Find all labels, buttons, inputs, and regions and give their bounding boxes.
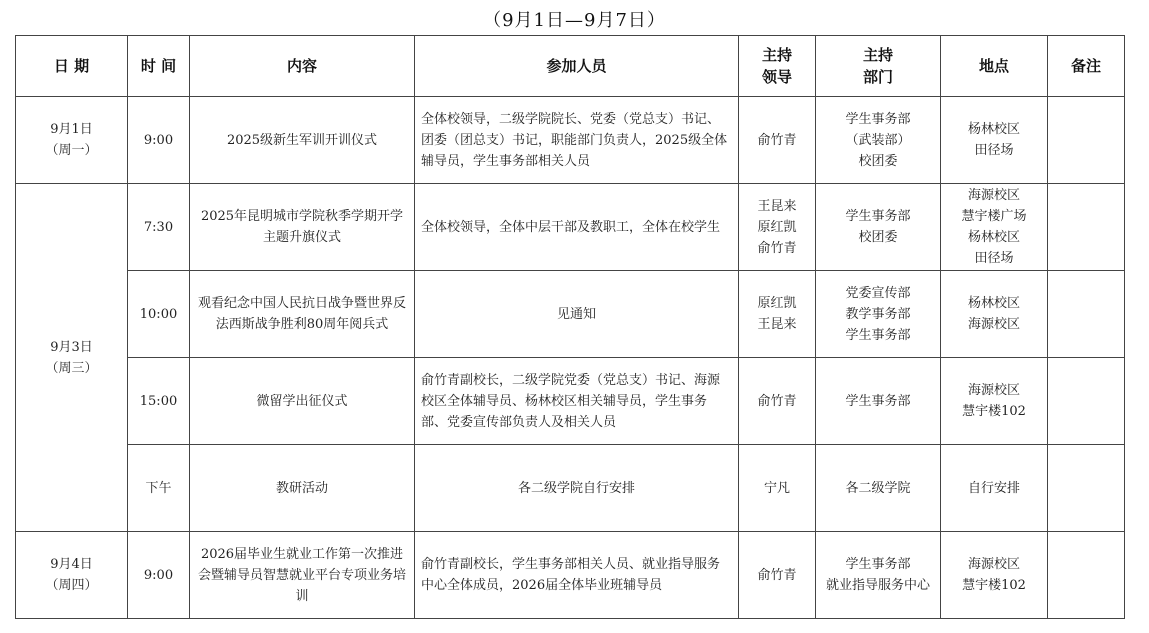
date-cell: 9月1日 （周一） [16, 97, 128, 184]
date-cell: 9月3日 （周三） [16, 184, 128, 532]
dept-cell: 党委宣传部 教学事务部 学生事务部 [816, 271, 941, 358]
header-location: 地点 [941, 36, 1048, 97]
time-cell: 9:00 [128, 97, 190, 184]
location-cell: 海源校区 慧宇楼102 [941, 358, 1048, 445]
header-participants: 参加人员 [415, 36, 739, 97]
participants-cell: 各二级学院自行安排 [415, 445, 739, 532]
table-row [16, 184, 1125, 271]
dept-cell: 学生事务部 [816, 358, 941, 445]
header-host-dept: 主持 部门 [816, 36, 941, 97]
table-row [16, 445, 1125, 532]
leader-cell: 俞竹青 [739, 358, 816, 445]
dept-cell: 学生事务部 校团委 [816, 184, 941, 271]
time-cell: 15:00 [128, 358, 190, 445]
weekly-schedule-table [15, 35, 1125, 619]
header-row [16, 36, 1125, 97]
table-row [16, 271, 1125, 358]
location-cell: 海源校区 慧宇楼广场 杨林校区 田径场 [941, 184, 1048, 271]
content-cell: 教研活动 [190, 445, 415, 532]
location-cell: 杨林校区 田径场 [941, 97, 1048, 184]
content-cell: 微留学出征仪式 [190, 358, 415, 445]
header-content: 内容 [190, 36, 415, 97]
time-cell: 7:30 [128, 184, 190, 271]
table-row [16, 532, 1125, 619]
participants-cell: 见通知 [415, 271, 739, 358]
remark-cell [1048, 184, 1125, 271]
header-remark: 备注 [1048, 36, 1125, 97]
content-cell: 2025级新生军训开训仪式 [190, 97, 415, 184]
table-row [16, 97, 1125, 184]
remark-cell [1048, 358, 1125, 445]
leader-cell: 俞竹青 [739, 97, 816, 184]
participants-cell: 俞竹青副校长，学生事务部相关人员、就业指导服务中心全体成员，2026届全体毕业班辅导员 [415, 532, 739, 619]
leader-cell: 俞竹青 [739, 532, 816, 619]
leader-cell: 宁凡 [739, 445, 816, 532]
participants-cell: 全体校领导，二级学院院长、党委（党总支）书记、团委（团总支）书记，职能部门负责人，2025级全体辅导员，学生事务部相关人员 [415, 97, 739, 184]
date-cell: 9月4日 （周四） [16, 532, 128, 619]
dept-cell: 各二级学院 [816, 445, 941, 532]
header-host-leader: 主持 领导 [739, 36, 816, 97]
remark-cell [1048, 271, 1125, 358]
remark-cell [1048, 532, 1125, 619]
table-row [16, 358, 1125, 445]
participants-cell: 俞竹青副校长，二级学院党委（党总支）书记、海源校区全体辅导员、杨林校区相关辅导员，学生事务部、党委宣传部负责人及相关人员 [415, 358, 739, 445]
location-cell: 自行安排 [941, 445, 1048, 532]
time-cell: 9:00 [128, 532, 190, 619]
time-cell: 10:00 [128, 271, 190, 358]
remark-cell [1048, 445, 1125, 532]
location-cell: 海源校区 慧宇楼102 [941, 532, 1048, 619]
participants-cell: 全体校领导，全体中层干部及教职工，全体在校学生 [415, 184, 739, 271]
location-cell: 杨林校区 海源校区 [941, 271, 1048, 358]
header-time: 时 间 [128, 36, 190, 97]
content-cell: 2026届毕业生就业工作第一次推进会暨辅导员智慧就业平台专项业务培训 [190, 532, 415, 619]
dept-cell: 学生事务部 就业指导服务中心 [816, 532, 941, 619]
content-cell: 2025年昆明城市学院秋季学期开学主题升旗仪式 [190, 184, 415, 271]
leader-cell: 王昆来 原红凯 俞竹青 [739, 184, 816, 271]
header-date: 日 期 [16, 36, 128, 97]
week-range-title: （9月1日—9月7日） [483, 10, 666, 31]
time-cell: 下午 [128, 445, 190, 532]
dept-cell: 学生事务部 （武装部） 校团委 [816, 97, 941, 184]
remark-cell [1048, 97, 1125, 184]
leader-cell: 原红凯 王昆来 [739, 271, 816, 358]
content-cell: 观看纪念中国人民抗日战争暨世界反法西斯战争胜利80周年阅兵式 [190, 271, 415, 358]
